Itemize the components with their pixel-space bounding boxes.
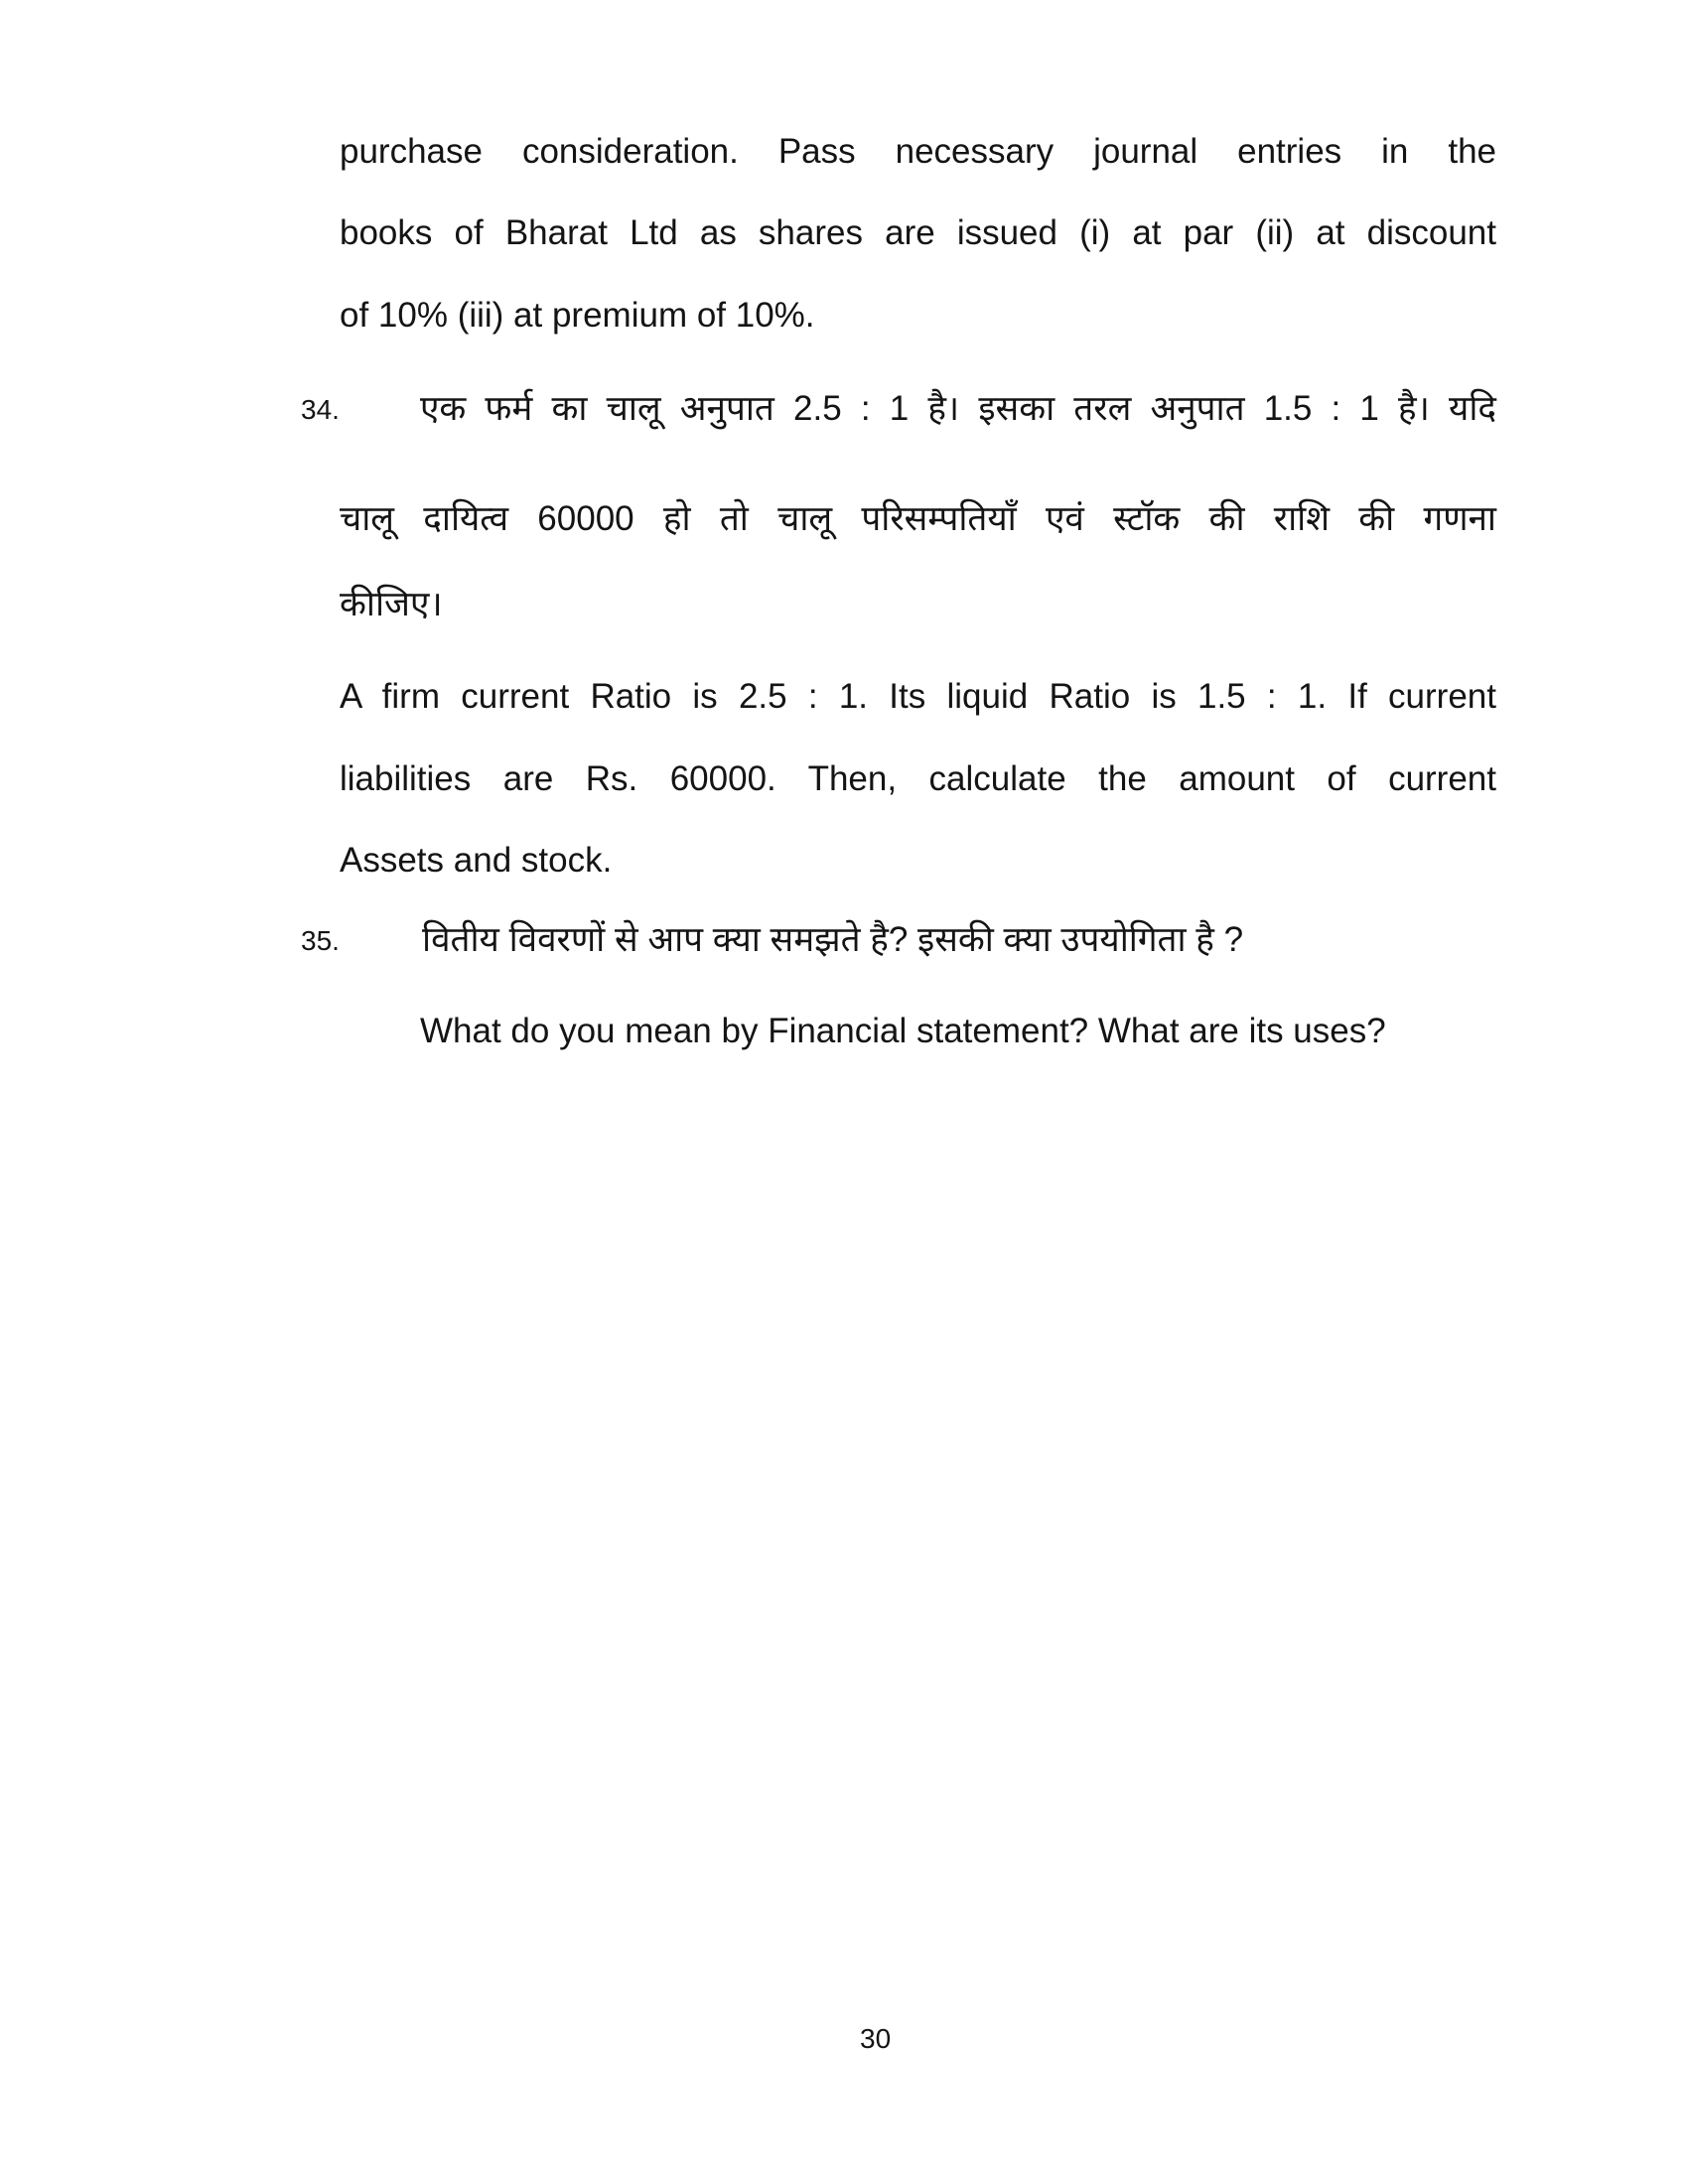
question-35-number: 35. [301,925,340,956]
question-34-hindi-line-2: चालू दायित्व 60000 हो तो चालू परिसम्पतियाँ एवं स्टॉक की राशि की गणना [340,499,1496,538]
question-34-english-line-1: A firm current Ratio is 2.5 : 1. Its liquid Ratio is 1.5 : 1. If current [340,677,1496,716]
question-35-hindi-line-1: वितीय विवरणों से आप क्या समझते है? इसकी क्या उपयोगिता है ? [422,920,1244,959]
question-34-hindi-line-1: एक फर्म का चालू अनुपात 2.5 : 1 है। इसका तरल अनुपात 1.5 : 1 है। यदि [420,389,1496,428]
continuation-line-1: purchase consideration. Pass necessary journal entries in the [340,132,1496,171]
question-34-number: 34. [301,394,340,425]
question-34-english-line-2: liabilities are Rs. 60000. Then, calculate the amount of current [340,759,1496,798]
question-34-english-line-3: Assets and stock. [340,841,613,880]
question-35-english-line-1: What do you mean by Financial statement? What are its uses? [420,1012,1386,1050]
question-34-hindi-line-3: कीजिए। [340,585,443,623]
continuation-line-2: books of Bharat Ltd as shares are issued (i) at par (ii) at discount [340,213,1496,252]
continuation-line-3: of 10% (iii) at premium of 10%. [340,296,815,335]
page-number: 30 [860,2023,892,2054]
